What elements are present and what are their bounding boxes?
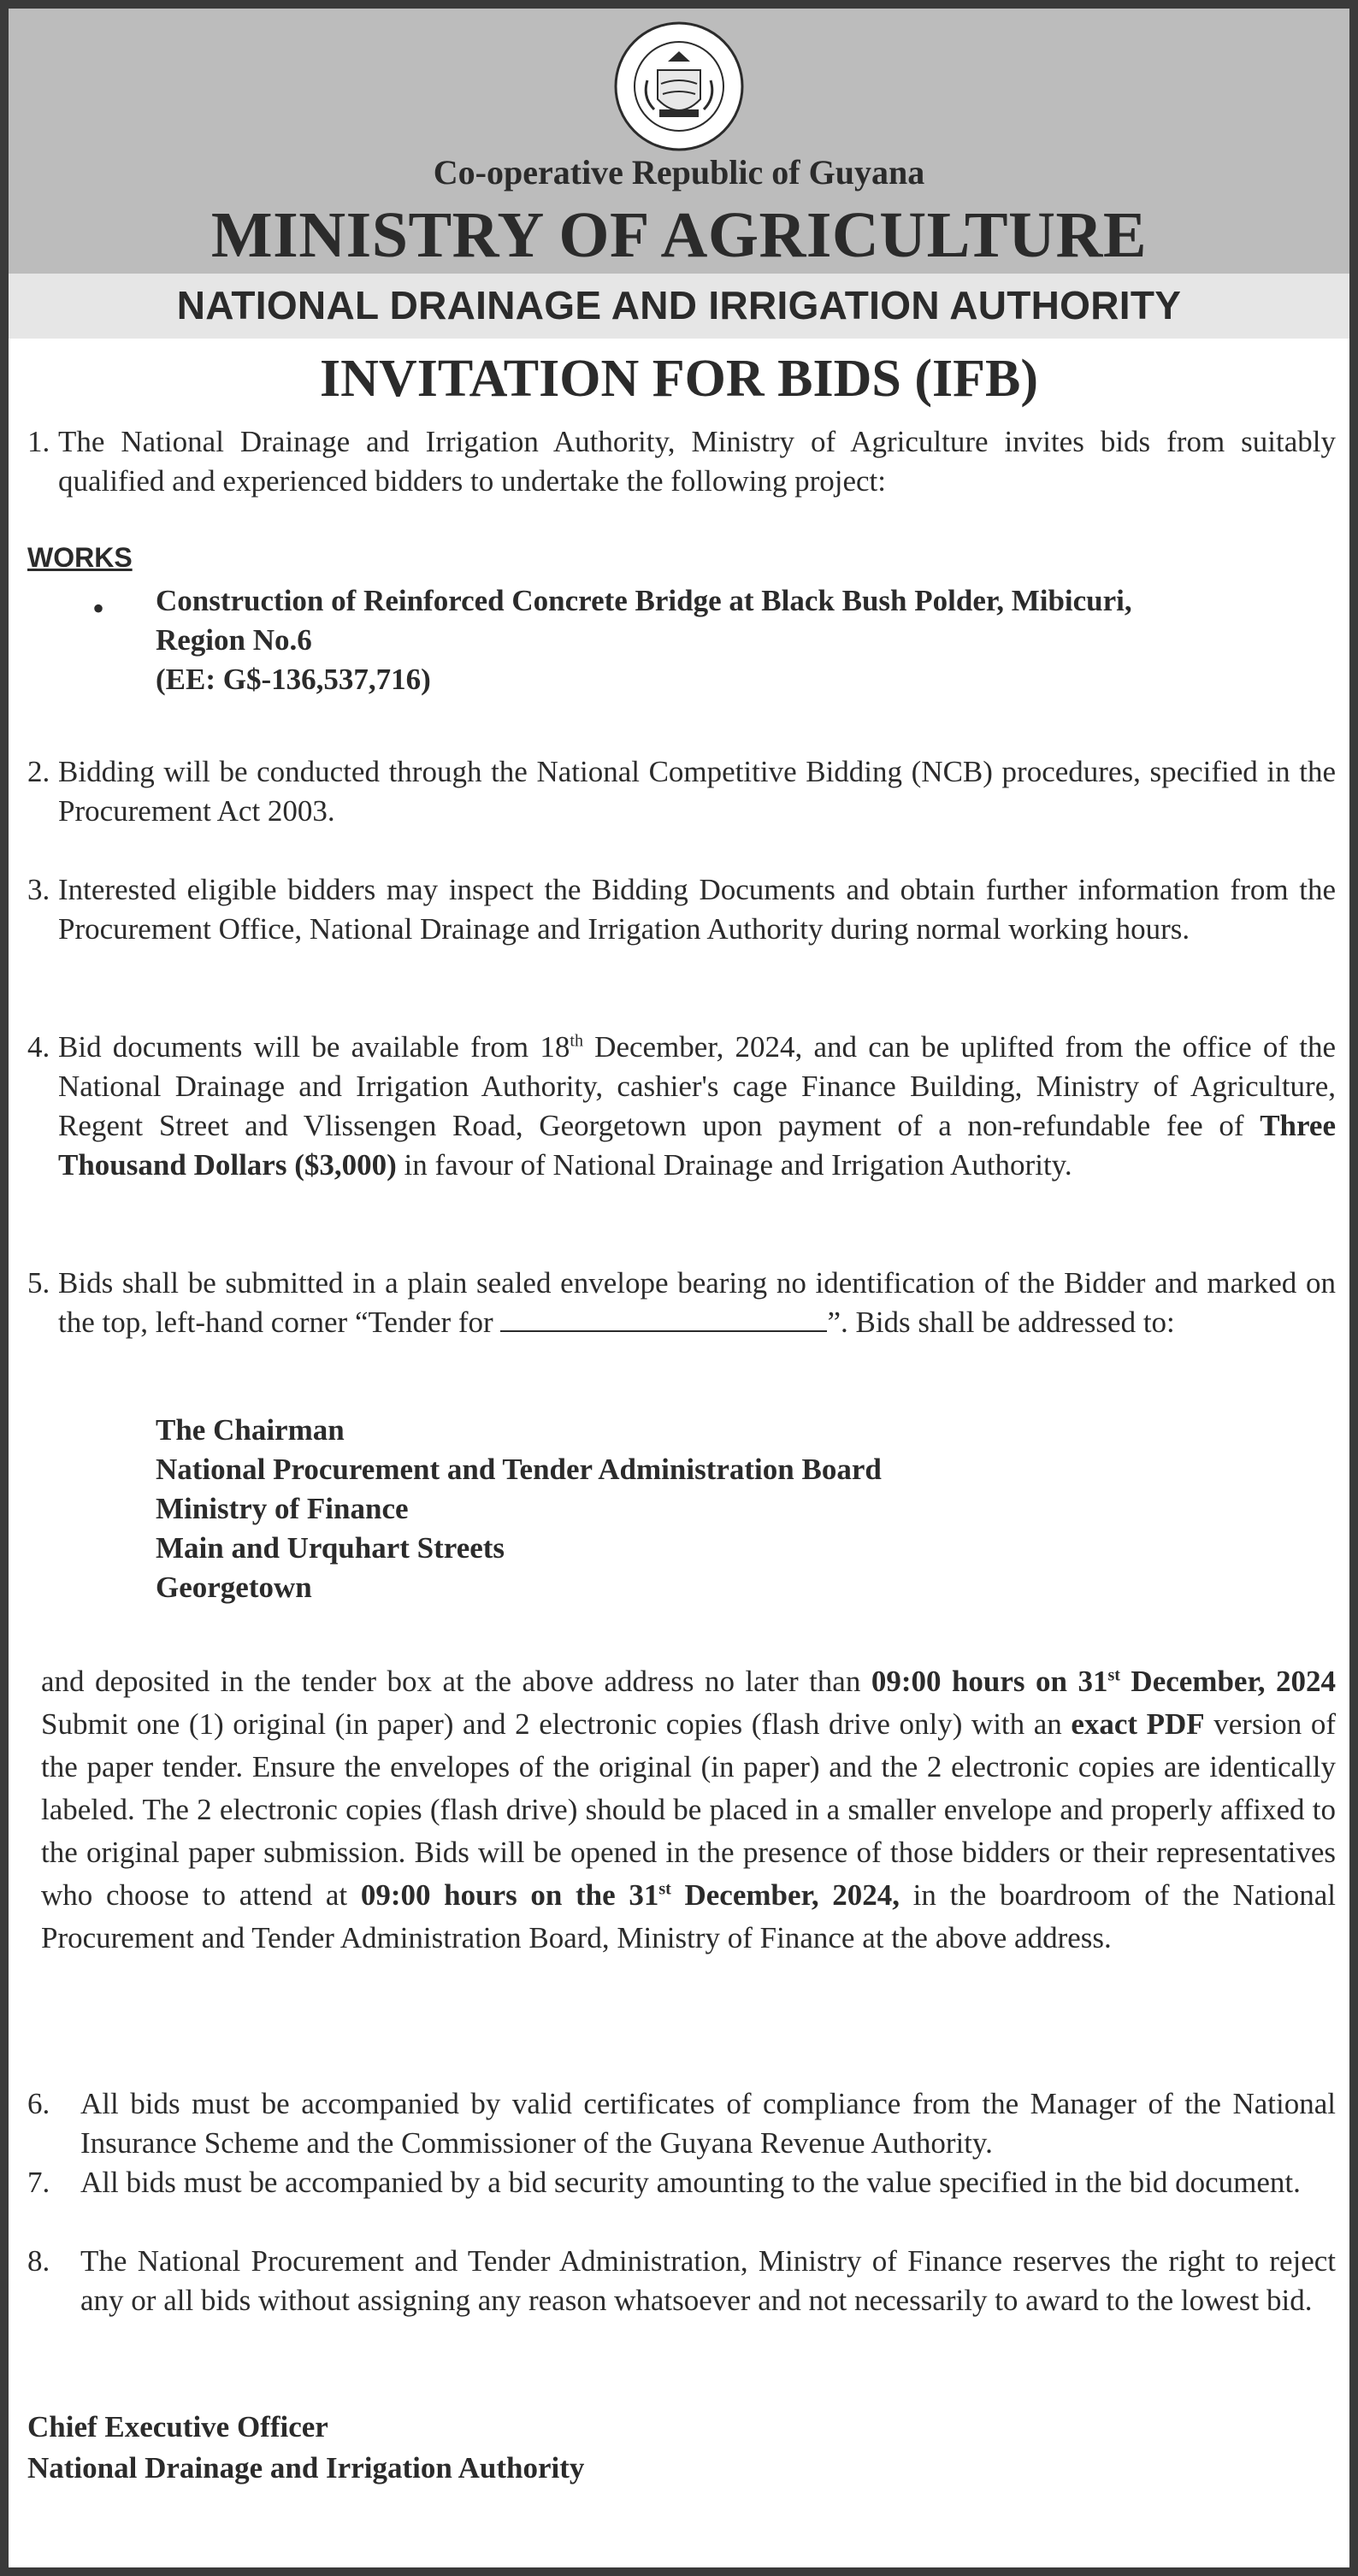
project-description: [156, 581, 1336, 699]
project-title: Construction of Reinforced Concrete Bridge at Black Bush Polder, Mibicuri,: [156, 584, 1132, 617]
tender-name-blank: [500, 1305, 827, 1332]
submission-address: The Chairman National Procurement and Tender Administration Board Ministry of Finance Main and Urquhart Streets Georgetown: [156, 1413, 882, 1604]
bid-document-fee: Three Thousand Dollars ($3,000): [58, 1109, 1336, 1182]
ministry-seal-icon: [613, 21, 745, 152]
agency-name: NATIONAL DRAINAGE AND IRRIGATION AUTHORITY: [176, 283, 1182, 327]
item-2-text: Bidding will be conducted through the National Competitive Bidding (NCB) procedures, specified in the Procurement Act 2003.: [58, 755, 1336, 828]
country-name: Co-operative Republic of Guyana: [433, 153, 925, 192]
item-6-text: All bids must be accompanied by valid certificates of compliance from the Manager of the National Insurance Scheme and the Commissioner of the Guyana Revenue Authority.: [80, 2087, 1336, 2160]
engineer-estimate: (EE: G$-136,537,716): [156, 663, 431, 696]
item-1-number: 1.: [27, 425, 50, 458]
item-4-number: 4.: [27, 1030, 50, 1064]
signature-block: [27, 2407, 584, 2489]
item-3-number: 3.: [27, 873, 50, 906]
item-2-number: 2.: [27, 755, 50, 788]
deposit-instructions: and deposited in the tender box at the above address no later than 09:00 hours on 31st December, 2024 Submit one (1) original (in paper) and 2 electronic copies (flash drive only) with an exact PDF version of the paper tender. Ensure the envelopes of the original (in paper) and the 2 electronic copies are identically labeled. The 2 electronic copies (flash drive) should be placed in a smaller envelope and properly affixed to the original paper submission. Bids will be opened in the presence of those bidders or their representatives who choose to attend at 09:00 hours on the 31st December, 2024, in the boardroom of the National Procurement and Tender Administration Board, Ministry of Finance at the above address.: [41, 1665, 1337, 1954]
project-region: Region No.6: [156, 623, 312, 657]
works-heading: WORKS: [27, 542, 133, 573]
item-8-number: 8.: [27, 2244, 50, 2278]
page-title: INVITATION FOR BIDS (IFB): [320, 350, 1038, 408]
item-8-text: The National Procurement and Tender Administration, Ministry of Finance reserves the right to reject any or all bids without assigning any reason whatsoever and not necessarily to award to the lowest bid.: [80, 2244, 1336, 2317]
advertisement-page: [9, 9, 1349, 2567]
item-1-text: The National Drainage and Irrigation Authority, Ministry of Agriculture invites bids from suitably qualified and experienced bidders to undertake the following project:: [58, 425, 1336, 498]
signatory-agency: National Drainage and Irrigation Authority: [27, 2451, 585, 2485]
item-4-text: Bid documents will be available from 18th December, 2024, and can be uplifted from the office of the National Drainage and Irrigation Authority, cashier's cage Finance Building, Ministry of Agriculture, Regent Street and Vlissengen Road, Georgetown upon payment of a non-refundable fee of Three Thousand Dollars ($3,000) in favour of National Drainage and Irrigation Authority.: [58, 1030, 1336, 1182]
item-6-number: 6.: [27, 2087, 50, 2120]
item-7-text: All bids must be accompanied by a bid security amounting to the value specified in the bid document.: [80, 2166, 1301, 2199]
item-3-text: Interested eligible bidders may inspect the Bidding Documents and obtain further information from the Procurement Office, National Drainage and Irrigation Authority during normal working hours.: [58, 873, 1336, 946]
signatory-title: Chief Executive Officer: [27, 2410, 328, 2443]
item-7-number: 7.: [27, 2166, 50, 2199]
item-5-text: Bids shall be submitted in a plain sealed envelope bearing no identification of the Bidder and marked on the top, left-hand corner “Tender for ”. Bids shall be addressed to:: [58, 1266, 1336, 1339]
project-bullet: •: [92, 589, 105, 628]
ministry-name: MINISTRY OF AGRICULTURE: [210, 199, 1148, 271]
item-5-number: 5.: [27, 1266, 50, 1300]
